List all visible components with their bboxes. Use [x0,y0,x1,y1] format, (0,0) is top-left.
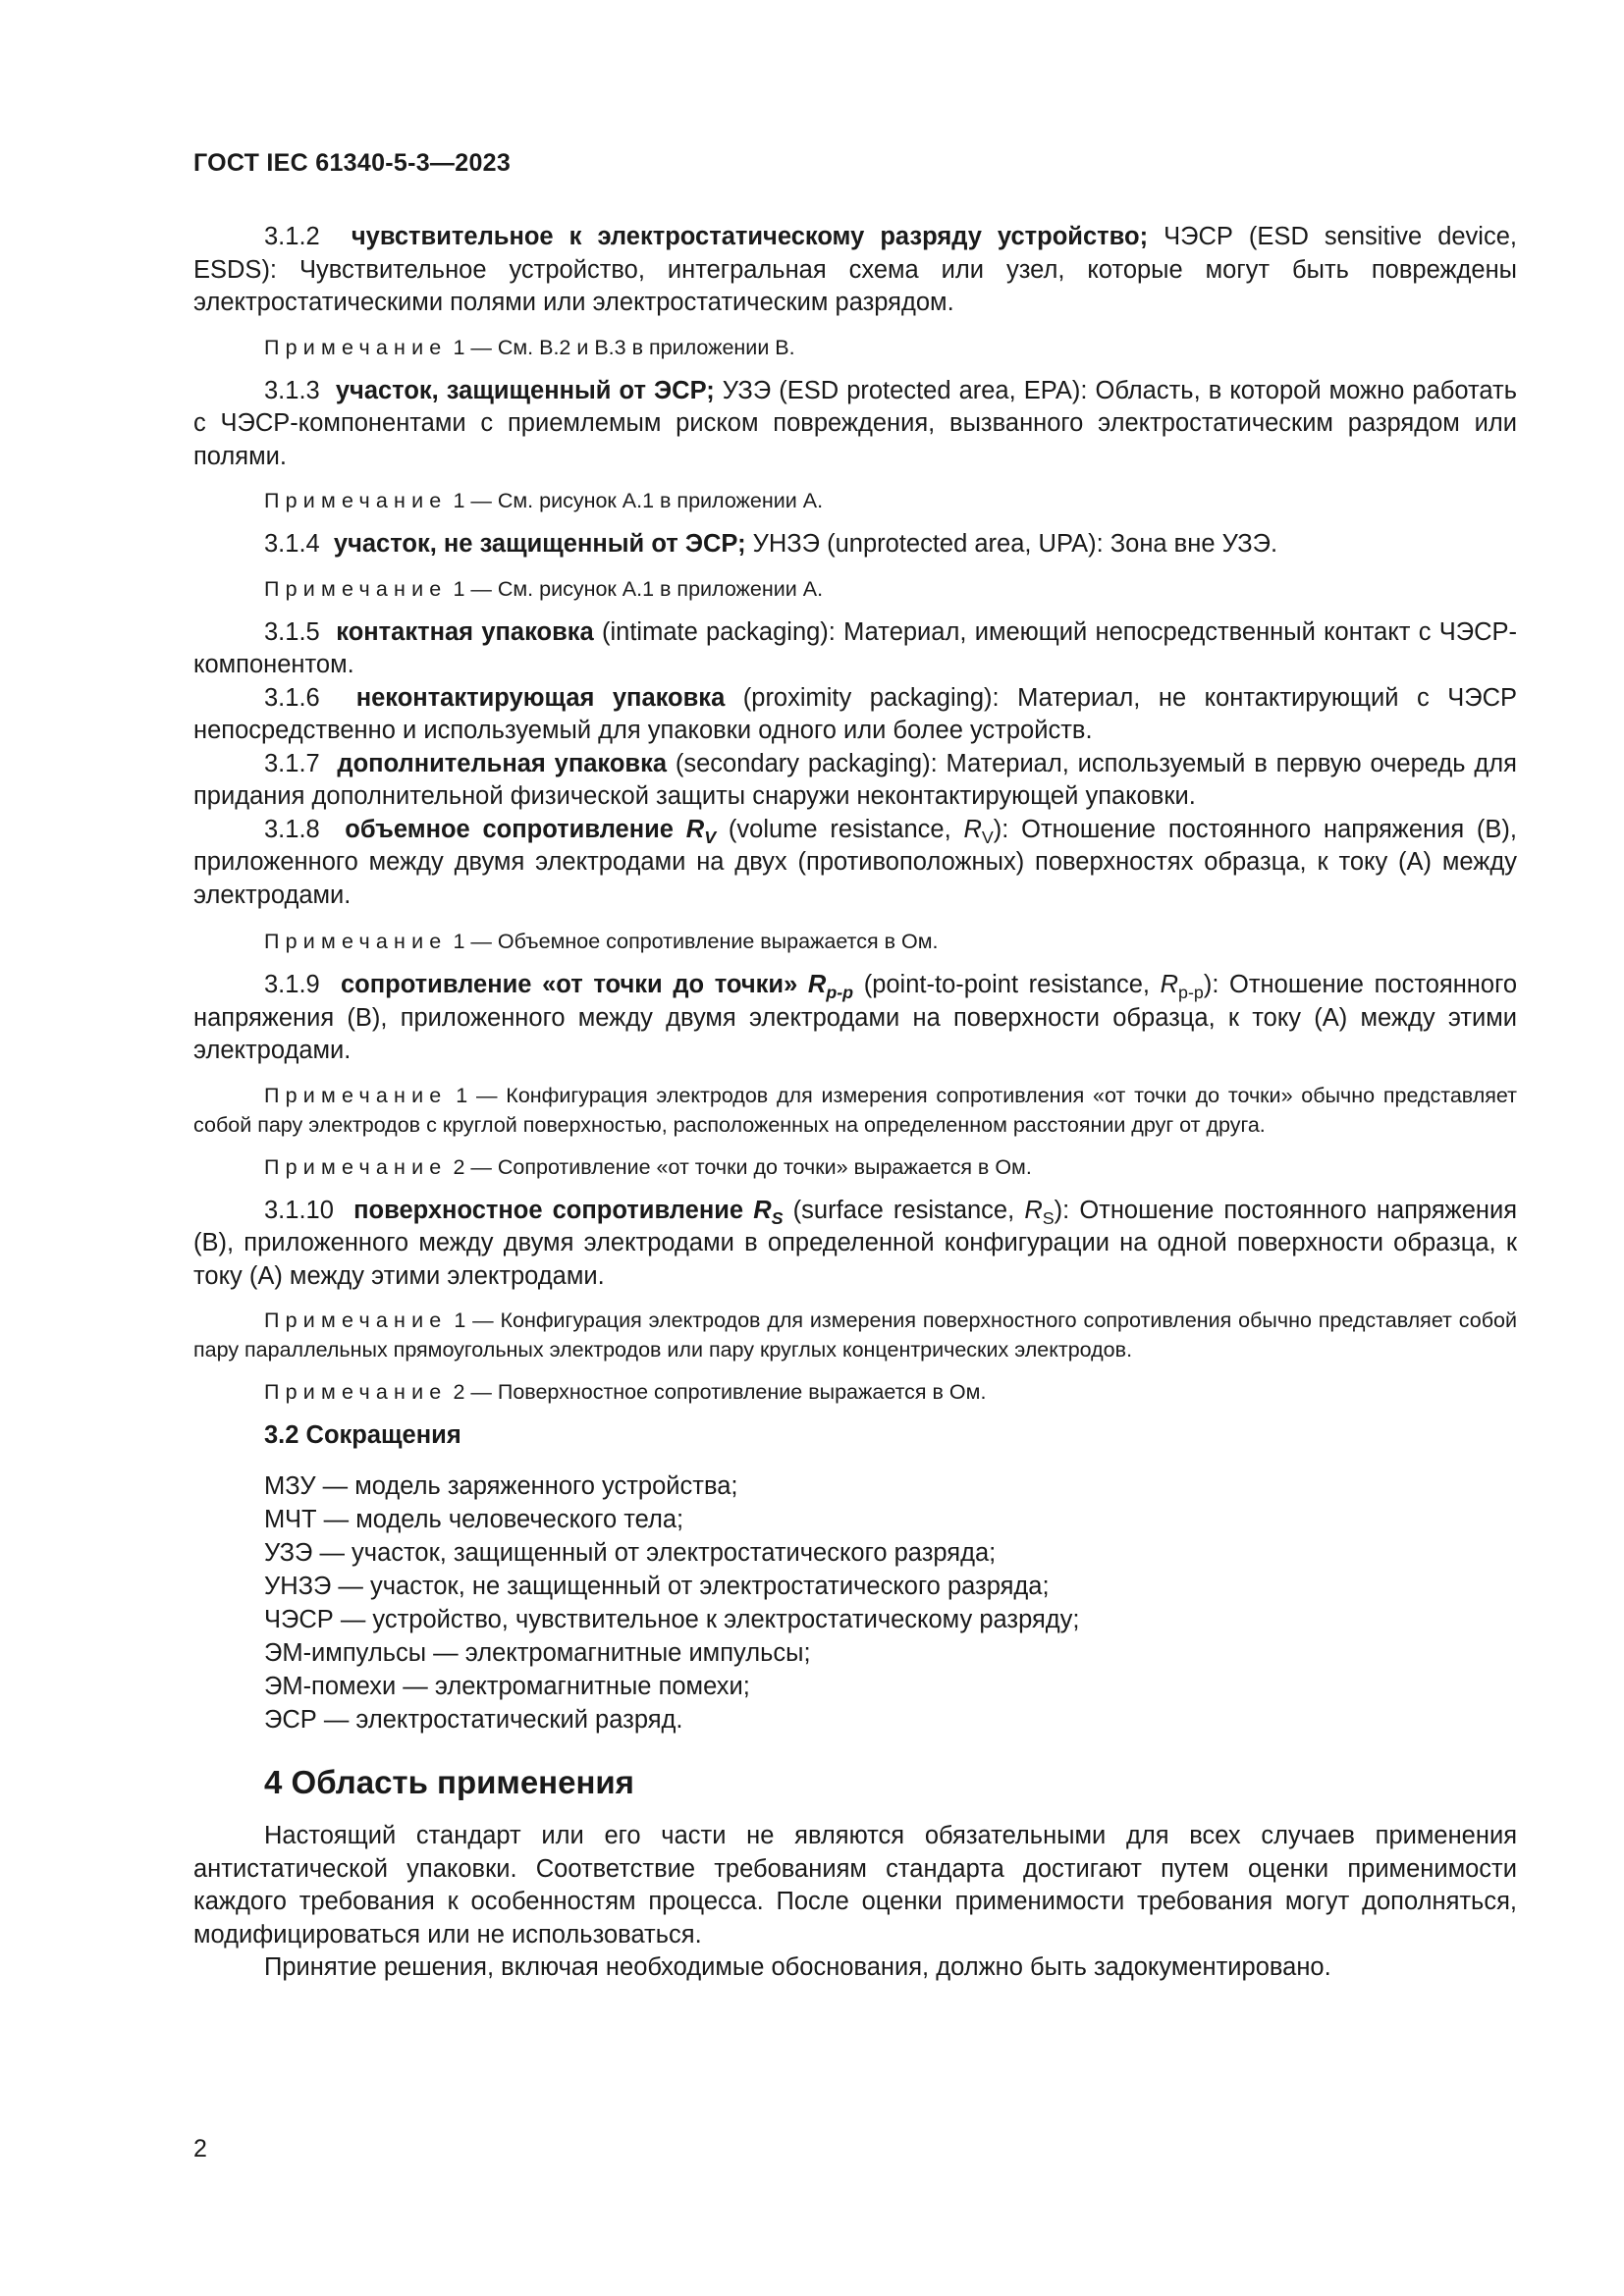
note-label: Примечание [264,335,448,359]
abbreviation-item: ЭМ-помехи — электромагнитные помехи; [264,1672,750,1700]
running-header: ГОСТ IEC 61340-5-3—2023 [193,149,512,177]
subsection-heading: 3.2 Сокращения [264,1421,461,1449]
note-text: См. В.2 и В.3 в приложении В. [497,335,795,359]
symbol: $R_S$ [753,1196,784,1228]
symbol: $R_V$ [685,815,717,847]
definition-3-1-10: 3.1.10 поверхностное сопротивление $R_S$ (surface resistance, $R_S$): Отношение постоянного напряжения (В), приложенного между двумя электродами в определенной конфигурации на одной поверхности образца, к току (А) между этими электродами. [193,1196,1518,1290]
abbreviation-list [193,1469,1517,1736]
definition-3-1-8: 3.1.8 объемное сопротивление $R_V$ (volume resistance, $R_V$): Отношение постоянного напряжения (В), приложенного между двумя электродами на двух (противоположных) поверхностях образца, к току (А) между электродами. [193,815,1517,909]
note: Примечание 1 — См. рисунок А.1 в приложении А. [264,489,824,512]
page-content [193,221,1517,1985]
note: Примечание 1 — Конфигурация электродов для измерения сопротивления «от точки до точки» обычно представляет собой пару электродов с круглой поверхностью, расположенных на определенном расстоянии друг от друга. [193,1083,1517,1137]
abbreviation-item: ЧЭСР — устройство, чувствительное к электростатическому разряду; [264,1605,1080,1633]
note: Примечание 2 — Сопротивление «от точки до точки» выражается в Ом. [264,1154,1032,1179]
abbreviation-item: МЧТ — модель человеческого тела; [264,1505,684,1533]
definition-3-1-9: 3.1.9 сопротивление «от точки до точки» $R_{p-p}$ (point-to-point resistance, $R_{p-p}$): Отношение постоянного напряжения (В), приложенного между двумя электродами на поверхности образца, к току (А) между этими электродами. [193,971,1517,1064]
note: Примечание 1 — Конфигурация электродов для измерения поверхностного сопротивления обычно представляет собой пару параллельных прямоугольных электродов или пару круглых концентрических электродов. [193,1308,1517,1362]
definition-3-1-6: 3.1.6 неконтактирующая упаковка (proximity packaging): Материал, не контактирующий с ЧЭСР непосредственно и используемый для упаковки одного или более устройств. [193,683,1517,744]
definition-3-1-7: 3.1.7 дополнительная упаковка (secondary packaging): Материал, используемый в первую очередь для придания дополнительной физической защиты снаружи неконтактирующей упаковки. [193,749,1517,810]
def-number: 3.1.2 [264,223,320,250]
definition-3-1-2 [193,221,1517,320]
abbreviation-item: УНЗЭ — участок, не защищенный от электростатического разряда; [264,1572,1050,1600]
note: Примечание 1 — См. рисунок А.1 в приложении А. [264,576,824,601]
note: Примечание 1 — Объемное сопротивление выражается в Ом. [264,930,939,953]
page-number: 2 [193,2135,207,2163]
definition-3-1-4: 3.1.4 участок, не защищенный от ЭСР; УНЗЭ (unprotected area, UPA): Зона вне УЗЭ. [264,530,1278,558]
symbol: $R_{p-p}$ [807,971,854,1002]
definition-3-1-3: 3.1.3 участок, защищенный от ЭСР; УЗЭ (ESD protected area, EPA): Область, в которой можно работать с ЧЭСР-компонентами с приемлемым риском повреждения, вызванного электростатическим разрядом или полями. [193,376,1517,470]
note: Примечание 1 — См. В.2 и В.3 в приложении В. [264,335,795,359]
def-text: ЧЭСР (ESD sensitive device, ESDS): Чувствительное устройство, интегральная схема или узел, которые могут быть повреждены электростатическими полями или электростатическим разрядом. [193,223,1517,316]
body-paragraph: Настоящий стандарт или его части не являются обязательными для всех случаев применения антистатической упаковки. Соответствие требованиям стандарта достигают путем оценки применимости каждого требования к особенностям процесса. После оценки применимости требования могут дополняться, модифицироваться или не использоваться. [193,1822,1517,1949]
definition-3-1-5: 3.1.5 контактная упаковка (intimate packaging): Материал, имеющий непосредственный контакт с ЧЭСР-компонентом. [193,617,1518,678]
abbreviation-item: УЗЭ — участок, защищенный от электростатического разряда; [264,1538,997,1567]
abbreviation-item: ЭСР — электростатический разряд. [264,1705,683,1734]
abbreviation-item: ЭМ-импульсы — электромагнитные импульсы; [264,1638,811,1667]
def-term: чувствительное к электростатическому разряду устройство; [351,223,1149,250]
section-title: 4 Область применения [264,1763,634,1800]
note: Примечание 2 — Поверхностное сопротивление выражается в Ом. [264,1380,987,1404]
body-paragraph: Принятие решения, включая необходимые обоснования, должно быть задокументировано. [264,1953,1331,1981]
abbreviation-item: МЗУ — модель заряженного устройства; [264,1471,738,1500]
